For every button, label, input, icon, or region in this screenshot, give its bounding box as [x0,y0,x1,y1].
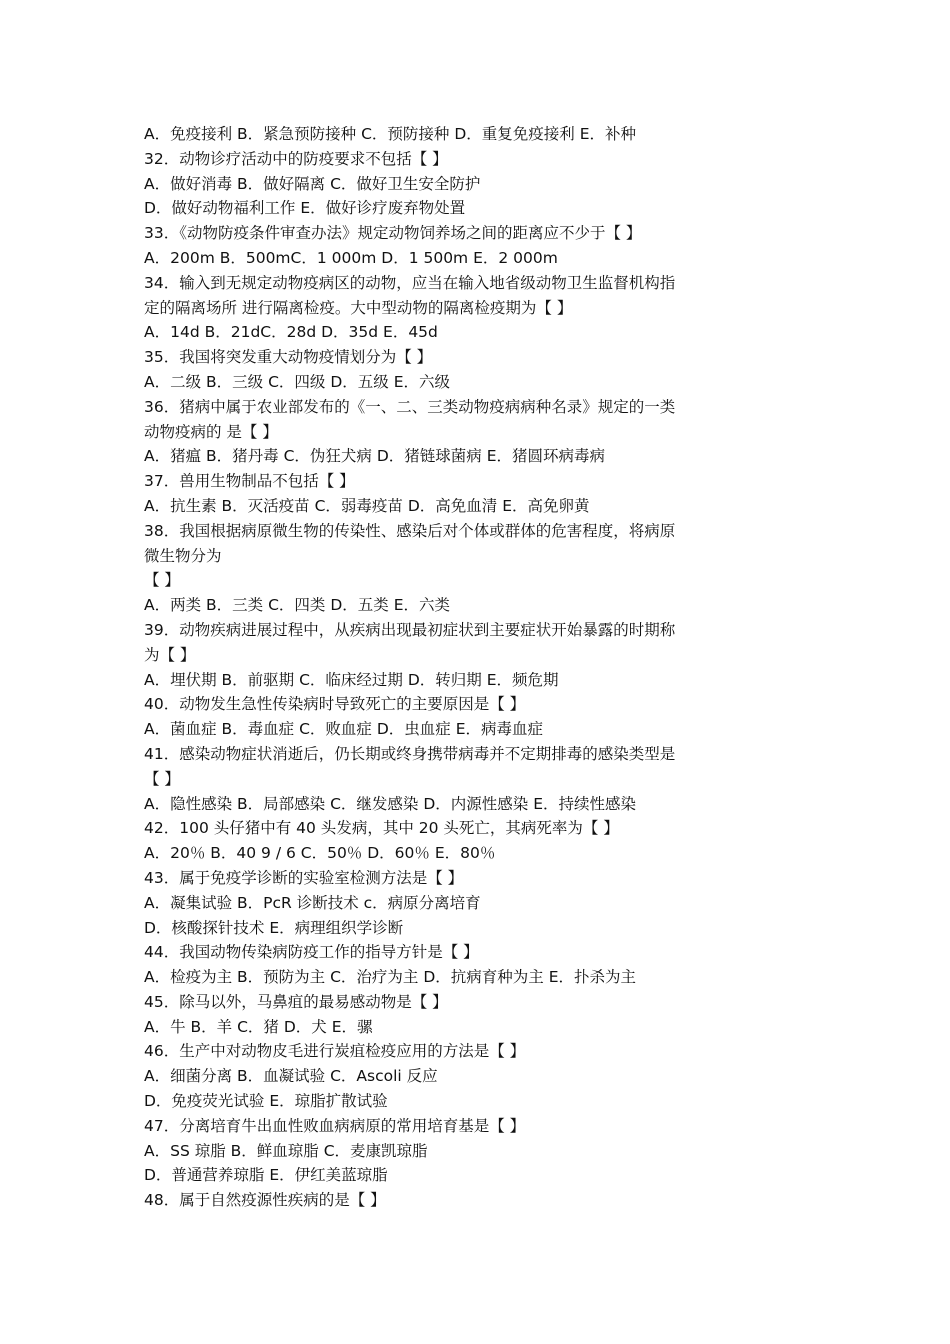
text-line: A．做好消毒 B．做好隔离 C．做好卫生安全防护 [144,174,481,193]
text-line: 43．属于免疫学诊断的实验室检测方法是【 】 [144,868,464,887]
text-line: A．埋伏期 B．前驱期 C．临床经过期 D．转归期 E．频危期 [144,670,559,689]
text-line: 定的隔离场所 进行隔离检疫。大中型动物的隔离检疫期为【 】 [144,298,573,317]
text-line: 32．动物诊疗活动中的防疫要求不包括【 】 [144,149,448,168]
text-line: 37．兽用生物制品不包括【 】 [144,472,355,491]
text-line: 45．除马以外，马鼻疽的最易感动物是【 】 [144,992,448,1011]
text-line: A．两类 B．三类 C．四类 D．五类 E．六类 [144,596,450,615]
text-line: 42．100 头仔猪中有 40 头发病，其中 20 头死亡，其病死率为【 】 [144,819,619,838]
text-line: 【 】 [144,571,180,590]
text-line: 34．输入到无规定动物疫病区的动物，应当在输入地省级动物卫生监督机构指 [144,273,676,292]
text-line: 44．我国动物传染病防疫工作的指导方针是【 】 [144,943,479,962]
text-line: A．免疫接利 B．紧急预防接种 C．预防接种 D．重复免疫接利 E．补种 [144,125,636,143]
text-line: A．200m B．500mC．1 000m D．1 500m E．2 000m [144,248,558,267]
question-text-block [144,122,804,1213]
text-line: A．菌血症 B．毒血症 C．败血症 D．虫血症 E．病毒血症 [144,720,543,739]
text-line: 41．感染动物症状消逝后，仍长期或终身携带病毒并不定期排毒的感染类型是 [144,744,676,763]
text-line: D．普通营养琼脂 E．伊红美蓝琼脂 [144,1166,388,1185]
text-line: 33．《动物防疫条件审查办法》规定动物饲养场之间的距离应不少于【 】 [144,224,642,243]
text-line: D．核酸探针技术 E．病理组织学诊断 [144,918,404,937]
text-line: 微生物分为 [144,546,222,565]
text-line: A．20％ B．40 9 / 6 C．50％ D．60％ E．80％ [144,844,496,863]
text-line: A．SS 琼脂 B．鲜血琼脂 C．麦康凯琼脂 [144,1141,428,1160]
text-line: 为【 】 [144,645,196,664]
text-line: 38．我国根据病原微生物的传染性、感染后对个体或群体的危害程度，将病原 [144,521,676,540]
text-line: 47．分离培育牛出血性败血病病原的常用培育基是【 】 [144,1116,526,1135]
text-line: A．猪瘟 B．猪丹毒 C．伪狂犬病 D．猪链球菌病 E．猪圆环病毒病 [144,447,605,466]
text-line: A．抗生素 B．灭活疫苗 C．弱毒疫苗 D．高免血清 E．高免卵黄 [144,496,590,515]
text-line: A．凝集试验 B．PcR 诊断技术 c．病原分离培育 [144,893,481,912]
text-line: 46．生产中对动物皮毛进行炭疽检疫应用的方法是【 】 [144,1042,526,1061]
text-line: 39．动物疾病进展过程中，从疾病出现最初症状到主要症状开始暴露的时期称 [144,620,676,639]
text-line: 40．动物发生急性传染病时导致死亡的主要原因是【 】 [144,695,526,714]
text-line: A．细菌分离 B．血凝试验 C．Ascoli 反应 [144,1067,438,1086]
text-line: A．二级 B．三级 C．四级 D．五级 E．六级 [144,372,450,391]
text-line: 35．我国将突发重大动物疫情划分为【 】 [144,348,433,367]
text-line: 动物疫病的 是【 】 [144,422,278,441]
text-line: 36．猪病中属于农业部发布的《一、二、三类动物疫病病种名录》规定的一类 [144,397,676,416]
text-line: D．做好动物福利工作 E．做好诊疗废弃物处置 [144,199,466,218]
text-line: A．隐性感染 B．局部感染 C．继发感染 D．内源性感染 E．持续性感染 [144,794,636,813]
text-line: A．14d B．21dC．28d D．35d E．45d [144,323,438,342]
text-line: 【 】 [144,769,180,788]
text-line: A．检疫为主 B．预防为主 C．治疗为主 D．抗病育种为主 E．扑杀为主 [144,968,636,987]
text-line: 48．属于自然疫源性疾病的是【 】 [144,1191,386,1210]
text-line: D．免疫荧光试验 E．琼脂扩散试验 [144,1092,388,1111]
text-line: A．牛 B．羊 C．猪 D．犬 E．骡 [144,1017,373,1036]
